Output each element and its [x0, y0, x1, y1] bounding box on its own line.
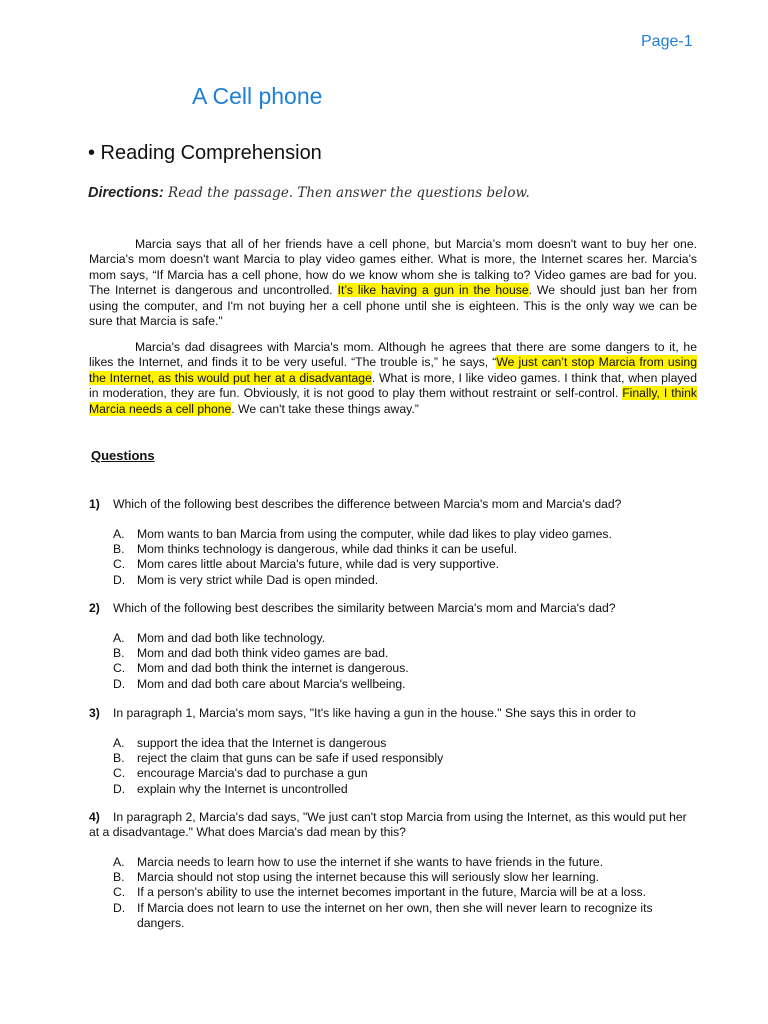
option-letter: C. — [113, 557, 126, 572]
option-letter: D. — [113, 676, 126, 691]
question-2 — [89, 601, 697, 616]
option-text: reject the claim that guns can be safe if used responsibly — [137, 751, 444, 766]
option-letter: A. — [113, 855, 125, 869]
p2-run: . We can't take these things away.” — [231, 401, 419, 416]
document-title: A Cell phone — [192, 83, 323, 109]
question-2-options — [113, 631, 703, 692]
p1-run: Marcia says that all of her friends have a cell phone, but Marcia’s mom doesn't want to buy her one. Marcia's mom doesn't want Marcia to play video games either. What is more, the Internet scares her. Marcia's mom says, “If Marcia has a cell phone, how do we know whom she is talking to? Video games are bad for you. The Internet is dangerous and uncontrolled. — [89, 237, 697, 298]
question-text: In paragraph 1, Marcia's mom says, "It's like having a gun in the house." She says this in order to — [113, 706, 636, 720]
option-text: Mom and dad both think the internet is dangerous. — [137, 661, 409, 676]
option-text: Mom cares little about Marcia's future, while dad is very supportive. — [137, 557, 500, 572]
option-letter: C. — [113, 661, 126, 676]
option — [113, 557, 703, 572]
option-text: support the idea that the Internet is dangerous — [137, 736, 387, 750]
question-text: Which of the following best describes the similarity between Marcia's mom and Marcia's dad? — [113, 601, 616, 615]
question-number: 2) — [89, 601, 100, 615]
option — [113, 542, 703, 557]
option-text: Mom and dad both care about Marcia's wellbeing. — [137, 676, 406, 691]
option-text: Marcia needs to learn how to use the internet if she wants to have friends in the future. — [137, 855, 604, 869]
option-text: Mom thinks technology is dangerous, while dad thinks it can be useful. — [137, 542, 518, 557]
option — [113, 736, 703, 751]
option-letter: B. — [113, 646, 125, 661]
passage-paragraph-1 — [89, 237, 697, 329]
option — [113, 677, 703, 692]
option-letter: B. — [113, 542, 125, 557]
question-4-options — [113, 855, 703, 931]
option-text: Mom and dad both like technology. — [137, 631, 326, 645]
question-text: In paragraph 2, Marcia's dad says, "We just can't stop Marcia from using the Internet, as this would put her at a disadvantage." What does Marcia's dad mean by this? — [89, 810, 687, 840]
question-3-options — [113, 736, 703, 797]
question-number: 3) — [89, 706, 100, 720]
option — [113, 631, 703, 646]
page-number: Page-1 — [641, 33, 693, 50]
option-text: If a person's ability to use the internet becomes important in the future, Marcia will be at a loss. — [137, 885, 647, 900]
p2-highlight: Finally, I think Marcia needs a cell phone — [89, 386, 697, 416]
option — [113, 885, 703, 900]
question-4 — [89, 810, 697, 841]
option-letter: A. — [113, 631, 125, 645]
question-number: 4) — [89, 810, 100, 824]
option — [113, 901, 703, 931]
option-letter: C. — [113, 885, 126, 900]
option — [113, 751, 703, 766]
question-1-options — [113, 527, 703, 588]
option-letter: A. — [113, 736, 125, 750]
option — [113, 766, 703, 781]
option-text: Mom is very strict while Dad is open minded. — [137, 572, 379, 587]
option-letter: D. — [113, 572, 126, 587]
option — [113, 855, 703, 870]
questions-heading: Questions — [91, 448, 155, 463]
option-letter: D. — [113, 781, 126, 796]
option — [113, 661, 703, 676]
p2-highlight: We just can’t stop Marcia from using the Internet, as this would put her at a disadvantage — [89, 355, 697, 385]
option-letter: C. — [113, 766, 126, 781]
question-1 — [89, 497, 697, 512]
question-text: Which of the following best describes the difference between Marcia's mom and Marcia's dad? — [113, 497, 622, 511]
option — [113, 573, 703, 588]
directions — [88, 185, 530, 201]
option-letter: D. — [113, 900, 126, 915]
question-3 — [89, 706, 697, 721]
option-text: Marcia should not stop using the internet because this will seriously slow her learning. — [137, 870, 600, 885]
option-text: Mom wants to ban Marcia from using the computer, while dad likes to play video games. — [137, 527, 612, 541]
option-letter: B. — [113, 751, 125, 766]
directions-text: Read the passage. Then answer the questions below. — [163, 185, 530, 201]
option-text: Mom and dad both think video games are bad. — [137, 646, 389, 661]
option — [113, 527, 703, 542]
p1-run: . We should just ban her from using the computer, and I'm not buying her a cell phone until she is eighteen. This is the only way we can be sure that Marcia is safe." — [89, 283, 697, 329]
option-text: explain why the Internet is uncontrolled — [137, 781, 348, 796]
option — [113, 646, 703, 661]
option-text: If Marcia does not learn to use the internet on her own, then she will never learn to recognize its dangers. — [137, 900, 653, 930]
option — [113, 870, 703, 885]
p2-run: . What is more, I like video games. I think that, when played in moderation, they are fun. Obviously, it is not good to play them without restraint or self-control. — [89, 370, 697, 401]
p2-run: Marcia's dad disagrees with Marcia's mom. Although he agrees that there are some dangers to it, he likes the Internet, and finds it to be very useful. “The trouble is,” he says, “ — [89, 340, 697, 370]
directions-label: Directions: — [88, 185, 164, 201]
option — [113, 782, 703, 797]
section-heading: • Reading Comprehension — [88, 142, 322, 164]
p1-highlight: It’s like having a gun in the house — [337, 283, 529, 298]
option-letter: A. — [113, 527, 125, 541]
passage-paragraph-2 — [89, 340, 697, 417]
option-letter: B. — [113, 870, 125, 885]
option-text: encourage Marcia's dad to purchase a gun — [137, 766, 368, 781]
question-number: 1) — [89, 497, 100, 511]
